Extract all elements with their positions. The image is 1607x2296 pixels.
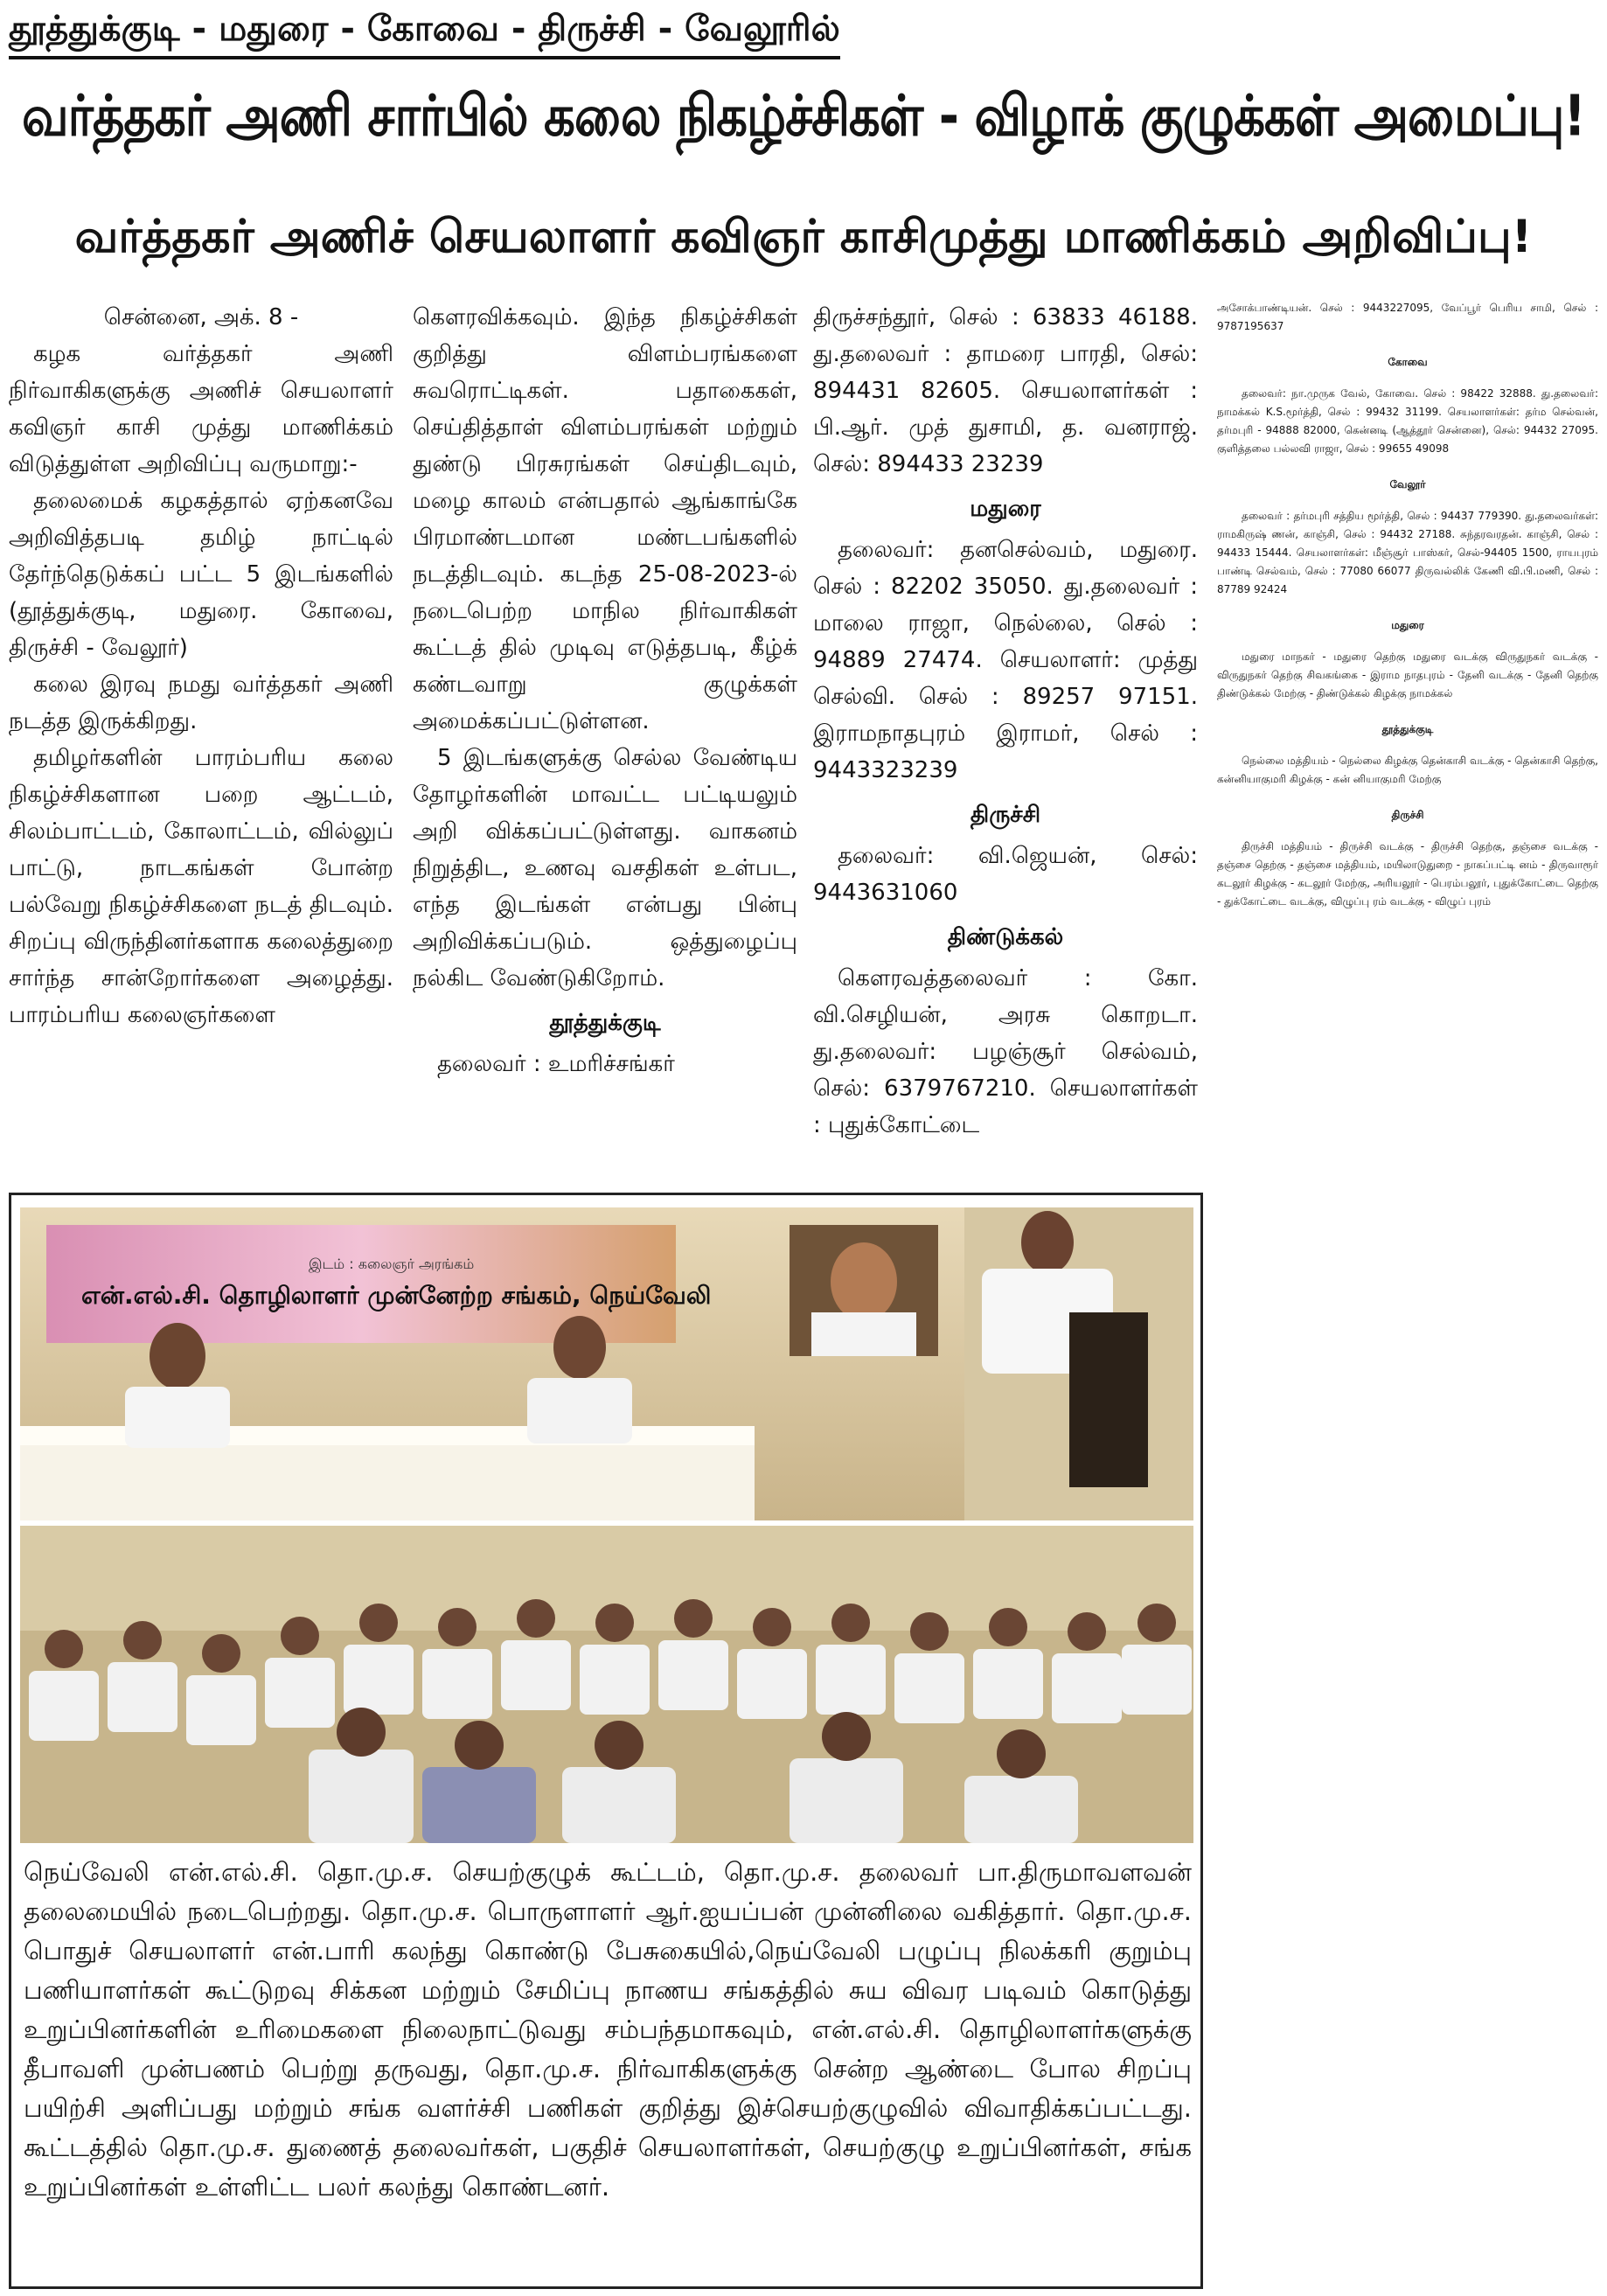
paragraph: அசோக்பாண்டியன். செல் : 9443227095, வேப்பூர் பெரிய சாமி, செல் : 9787195637 — [1217, 302, 1598, 332]
paragraph: கழக வர்த்தகர் அணி நிர்வாகிகளுக்கு அணிச் செயலாளர் கவிஞர் காசி முத்து மாணிக்கம் விடுத்துள்ள அறிவிப்பு வருமாறு:- — [9, 341, 393, 477]
sub-headline: வர்த்தகர் அணிச் செயலாளர் கவிஞர் காசிமுத்து மாணிக்கம் அறிவிப்பு! — [74, 211, 1533, 263]
paragraph: தமிழர்களின் பாரம்பரிய கலை நிகழ்ச்சிகளான பறை ஆட்டம், சிலம்பாட்டம், கோலாட்டம், வில்லுப் பாட்டு, நாடகங்கள் போன்ற பல்வேறு நிகழ்ச்சிகளை நடத் திடவும். சிறப்பு விருந்தினர்களாக கலைத்துறை சார்ந்த சான்றோர்களை அழைத்து. பாரம்பரிய கலைஞர்களை — [9, 745, 393, 1028]
photo-box — [9, 1193, 1203, 2289]
dais-table — [20, 1444, 755, 1520]
banner-small-text: இடம் : கலைஞர் அரங்கம் — [309, 1256, 475, 1272]
paragraph: திருச்சந்தூர், செல் : 63833 46188. து.தலைவர் : தாமரை பாரதி, செல்: 894431 82605. செயலாளர்கள் : பி.ஆர். முத் துசாமி, த. வனராஜ். செல்: 894433 23239 — [813, 304, 1198, 477]
banner-text: என்.எல்.சி. தொழிலாளர் முன்னேற்ற சங்கம், நெய்வேலி — [81, 1281, 712, 1310]
paragraph: தலைவர்: தனசெல்வம், மதுரை. செல் : 82202 35050. து.தலைவர் : மாலை ராஜா, நெல்லை, செல் : 94889 27474. செயலாளர்: முத்து செல்வி. செல் : 89257 97151. இராமநாதபுரம் இராமர், செல் : 9443323239 — [813, 537, 1198, 783]
paragraph: தலைவர்: நா.முருக வேல், கோவை. செல் : 98422 32888. து.தலைவர்: நாமக்கல் K.S.மூர்த்தி, செல் : 99432 31199. செயலாளர்கள்: தர்ம செல்வன், தர்மபுரி - 94888 82000, கென்னடி (ஆத்தூர் சென்னை), செல்: 94432 27095. குளித்தலை பல்லவி ராஜா, செல் : 99655 49098 — [1217, 387, 1598, 455]
paragraph: கலை இரவு நமது வர்த்தகர் அணி நடத்த இருக்கிறது. — [9, 671, 393, 734]
paragraph: திருச்சி மத்தியம் - திருச்சி வடக்கு - திருச்சி தெற்கு, தஞ்சை வடக்கு - தஞ்சை தெற்கு - தஞ்சை மத்தியம், மயிலாடுதுறை - நாகப்பட்டி னம் - திருவாரூர் கடலூர் கிழக்கு - கடலூர் மேற்கு, அரியலூர் - பெரம்பலூர், புதுக்கோட்டை தெற்கு - துக்கோட்டை வடக்கு, விழுப்பு ரம் வடக்கு - விழுப் புரம் — [1217, 840, 1598, 908]
article-column-1 — [9, 299, 393, 1033]
paragraph: தலைவர்: வி.ஜெயன், செல்: 9443631060 — [813, 843, 1198, 906]
paragraph: மதுரை மாநகர் - மதுரை தெற்கு மதுரை வடக்கு விருதுநகர் வடக்கு - விருதுநகர் தெற்கு சிவகங்கை - இராம நாதபுரம் - தேனி வடக்கு - தேனி தெற்கு திண்டுக்கல் மேற்கு - திண்டுக்கல் கிழக்கு நாமக்கல் — [1217, 651, 1598, 699]
kicker-headline: தூத்துக்குடி - மதுரை - கோவை - திருச்சி - வேலூரில் — [9, 2, 840, 59]
section-heading-vellore: வேலூர் — [1389, 478, 1426, 491]
section-heading-kovai: கோவை — [1388, 356, 1428, 368]
section-heading-trichy: திருச்சி — [970, 802, 1041, 828]
section-heading-dindigul: திண்டுக்கல் — [947, 924, 1064, 950]
article-column-2 — [413, 299, 797, 1082]
paragraph: 5 இடங்களுக்கு செல்ல வேண்டிய தோழர்களின் மாவட்ட பட்டியலும் அறி விக்கப்பட்டுள்ளது. வாகனம் நிறுத்திட, உணவு வசதிகள் உள்பட, எந்த இடங்கள் என்பது பின்பு அறிவிக்கப்படும். ஒத்துழைப்பு நல்கிட வேண்டுகிறோம். — [413, 745, 797, 991]
dateline: சென்னை, அக். 8 - — [103, 304, 299, 330]
article-column-4 — [1217, 299, 1598, 2293]
article-column-3 — [813, 299, 1198, 1144]
section-heading-thoothukudi: தூத்துக்குடி — [549, 1010, 661, 1036]
section-heading-trichy-list: திருச்சி — [1391, 809, 1424, 821]
paragraph: கௌரவிக்கவும். இந்த நிகழ்ச்சிகள் குறித்து விளம்பரங்களை சுவரொட்டிகள். பதாகைகள், செய்தித்தாள் விளம்பரங்கள் மற்றும் துண்டு பிரசுரங்கள் செய்திடவும், மழை காலம் என்பதால் ஆங்காங்கே பிரமாண்டமான மண்டபங்களில் நடத்திடவும். கடந்த 25-08-2023-ல் நடைபெற்ற மாநில நிர்வாகிகள் கூட்டத் தில் முடிவு எடுத்தபடி, கீழ்க் கண்டவாறு குழுக்கள் அமைக்கப்பட்டுள்ளன. — [413, 304, 797, 734]
paragraph: தலைமைக் கழகத்தால் ஏற்கனவே அறிவித்தபடி தமிழ் நாட்டில் தேர்ந்தெடுக்கப் பட்ட 5 இடங்களில் (தூத்துக்குடி, மதுரை. கோவை, திருச்சி - வேலூர்) — [9, 488, 393, 661]
main-headline: வர்த்தகர் அணி சார்பில் கலை நிகழ்ச்சிகள் - விழாக் குழுக்கள் அமைப்பு! — [22, 84, 1585, 150]
paragraph: கௌரவத்தலைவர் : கோ. வி.செழியன், அரசு கொறடா. து.தலைவர்: பழஞ்சூர் செல்வம், செல்: 6379767210. செயலாளர்கள் : புதுக்கோட்டை — [813, 965, 1198, 1138]
photo-caption: நெய்வேலி என்.எல்.சி. தொ.மு.ச. செயற்குழுக் கூட்டம், தொ.மு.ச. தலைவர் பா.திருமாவளவன் தலைமையில் நடைபெற்றது. தொ.மு.ச. பொருளாளர் ஆர்.ஐயப்பன் முன்னிலை வகித்தார். தொ.மு.ச. பொதுச் செயலாளர் என்.பாரி கலந்து கொண்டு பேசுகையில்,நெய்வேலி பழுப்பு நிலக்கரி குறும்பு பணியாளர்கள் கூட்டுறவு சிக்கன மற்றும் சேமிப்பு நாணய சங்கத்தில் சுய விவர படிவம் கொடுத்து உறுப்பினர்களின் உரிமைகளை நிலைநாட்டுவது சம்பந்தமாகவும், என்.எல்.சி. தொழிலாளர்களுக்கு தீபாவளி முன்பணம் பெற்று தருவது, தொ.மு.ச. நிர்வாகிகளுக்கு சென்ற ஆண்டை போல சிறப்பு பயிற்சி அளிப்பது மற்றும் சங்க வளர்ச்சி பணிகள் குறித்து இச்செயற்குழுவில் விவாதிக்கப்பட்டது. கூட்டத்தில் தொ.மு.ச. துணைத் தலைவர்கள், பகுதிச் செயலாளர்கள், செயற்குழு உறுப்பினர்கள், சங்க உறுப்பினர்கள் உள்ளிட்ட பலர் கலந்து கொண்டனர். — [24, 1857, 1192, 2202]
paragraph: நெல்லை மத்தியம் - நெல்லை கிழக்கு தென்காசி வடக்கு - தென்காசி தெற்கு, கன்னியாகுமரி கிழக்கு - கன் னியாகுமரி மேற்கு — [1217, 755, 1598, 785]
paragraph: தலைவர் : தர்மபுரி சத்திய மூர்த்தி, செல் : 94437 779390. து.தலைவர்கள்: ராமகிருஷ் ணன், காஞ்சி, செல் : 94432 27188. சுந்தரவரதன். காஞ்சி, செல் : 94433 15444. செயலாளர்கள்: மீஞ்சூர் பாஸ்கர், செல்-94405 1500, ராயபுரம் பாண்டி செல்வம், செல் : 77080 66077 திருவல்லிக் கேணி வி.பி.மணி, செல் : 87789 92424 — [1217, 510, 1598, 595]
podium — [1069, 1312, 1148, 1487]
section-heading-madurai: மதுரை — [970, 496, 1041, 522]
section-heading-madurai-list: மதுரை — [1391, 619, 1424, 631]
section-heading-thoothukudi-list: தூத்துக்குடி — [1381, 723, 1434, 735]
meeting-photo — [20, 1207, 1193, 1843]
paragraph: தலைவர் : உமரிச்சங்கர் — [437, 1051, 675, 1077]
